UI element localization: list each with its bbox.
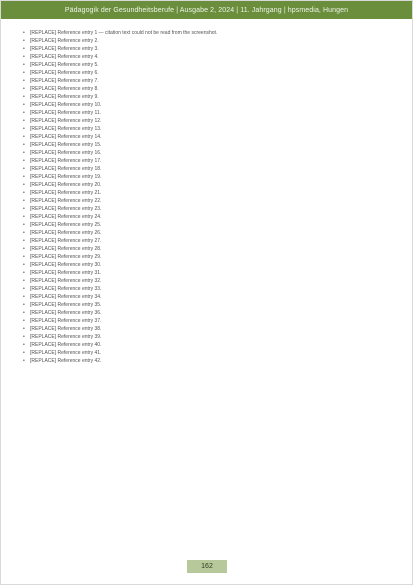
reference-text: [REPLACE] Reference entry 8.	[30, 86, 99, 92]
reference-text: [REPLACE] Reference entry 42.	[30, 358, 102, 364]
reference-entry	[23, 102, 391, 108]
bullet-icon: •	[23, 350, 25, 356]
reference-text: [REPLACE] Reference entry 23.	[30, 206, 102, 212]
bullet-icon: •	[23, 174, 25, 180]
reference-text: [REPLACE] Reference entry 11.	[30, 110, 102, 116]
reference-entry	[23, 38, 391, 44]
reference-entry	[23, 238, 391, 244]
bullet-icon: •	[23, 230, 25, 236]
bullet-icon: •	[23, 294, 25, 300]
reference-text: [REPLACE] Reference entry 41.	[30, 350, 102, 356]
bullet-icon: •	[23, 238, 25, 244]
reference-entry	[23, 318, 391, 324]
reference-text: [REPLACE] Reference entry 20.	[30, 182, 102, 188]
reference-text: [REPLACE] Reference entry 32.	[30, 278, 102, 284]
reference-text: [REPLACE] Reference entry 17.	[30, 158, 102, 164]
reference-text: [REPLACE] Reference entry 18.	[30, 166, 102, 172]
bullet-icon: •	[23, 286, 25, 292]
bullet-icon: •	[23, 214, 25, 220]
reference-text: [REPLACE] Reference entry 5.	[30, 62, 99, 68]
bullet-icon: •	[23, 126, 25, 132]
reference-text: [REPLACE] Reference entry 19.	[30, 174, 102, 180]
reference-text: [REPLACE] Reference entry 6.	[30, 70, 99, 76]
reference-text: [REPLACE] Reference entry 3.	[30, 46, 99, 52]
bullet-icon: •	[23, 158, 25, 164]
reference-entry	[23, 262, 391, 268]
bullet-icon: •	[23, 78, 25, 84]
reference-text: [REPLACE] Reference entry 38.	[30, 326, 102, 332]
reference-entry	[23, 198, 391, 204]
bullet-icon: •	[23, 190, 25, 196]
bullet-icon: •	[23, 150, 25, 156]
reference-entry	[23, 86, 391, 92]
bullet-icon: •	[23, 198, 25, 204]
reference-entry	[23, 302, 391, 308]
reference-text: [REPLACE] Reference entry 9.	[30, 94, 99, 100]
bullet-icon: •	[23, 38, 25, 44]
bullet-icon: •	[23, 358, 25, 364]
reference-entry	[23, 294, 391, 300]
reference-text: [REPLACE] Reference entry 16.	[30, 150, 102, 156]
reference-text: [REPLACE] Reference entry 25.	[30, 222, 102, 228]
bullet-icon: •	[23, 326, 25, 332]
reference-text: [REPLACE] Reference entry 34.	[30, 294, 102, 300]
reference-text: [REPLACE] Reference entry 28.	[30, 246, 102, 252]
bullet-icon: •	[23, 94, 25, 100]
running-header	[1, 1, 412, 19]
reference-entry	[23, 126, 391, 132]
reference-text: [REPLACE] Reference entry 37.	[30, 318, 102, 324]
reference-text: [REPLACE] Reference entry 39.	[30, 334, 102, 340]
reference-entry	[23, 350, 391, 356]
reference-text: [REPLACE] Reference entry 29.	[30, 254, 102, 260]
reference-entry	[23, 142, 391, 148]
reference-entry	[23, 254, 391, 260]
bullet-icon: •	[23, 342, 25, 348]
bullet-icon: •	[23, 142, 25, 148]
bullet-icon: •	[23, 110, 25, 116]
reference-entry	[23, 158, 391, 164]
reference-entry	[23, 118, 391, 124]
bullet-icon: •	[23, 334, 25, 340]
reference-entry	[23, 214, 391, 220]
reference-text: [REPLACE] Reference entry 36.	[30, 310, 102, 316]
reference-entry	[23, 270, 391, 276]
reference-text: [REPLACE] Reference entry 21.	[30, 190, 102, 196]
bullet-icon: •	[23, 166, 25, 172]
reference-entry	[23, 134, 391, 140]
bullet-icon: •	[23, 30, 25, 36]
reference-text: [REPLACE] Reference entry 22.	[30, 198, 102, 204]
running-header-text: Pädagogik der Gesundheitsberufe | Ausgabe 2, 2024 | 11. Jahrgang | hpsmedia, Hungen	[64, 6, 349, 14]
reference-entry	[23, 358, 391, 364]
reference-text: [REPLACE] Reference entry 14.	[30, 134, 102, 140]
reference-entry	[23, 190, 391, 196]
bullet-icon: •	[23, 254, 25, 260]
bullet-icon: •	[23, 302, 25, 308]
reference-entry	[23, 54, 391, 60]
bullet-icon: •	[23, 102, 25, 108]
bullet-icon: •	[23, 182, 25, 188]
reference-entry	[23, 286, 391, 292]
reference-entry	[23, 78, 391, 84]
reference-entry	[23, 70, 391, 76]
bullet-icon: •	[23, 86, 25, 92]
reference-entry	[23, 326, 391, 332]
reference-entry	[23, 30, 391, 36]
reference-entry	[23, 278, 391, 284]
bullet-icon: •	[23, 318, 25, 324]
bullet-icon: •	[23, 246, 25, 252]
reference-text: [REPLACE] Reference entry 4.	[30, 54, 99, 60]
bullet-icon: •	[23, 310, 25, 316]
reference-entry	[23, 150, 391, 156]
reference-list	[23, 30, 391, 550]
reference-entry	[23, 334, 391, 340]
bullet-icon: •	[23, 270, 25, 276]
reference-text: [REPLACE] Reference entry 2.	[30, 38, 99, 44]
reference-text: [REPLACE] Reference entry 35.	[30, 302, 102, 308]
reference-text: [REPLACE] Reference entry 7.	[30, 78, 99, 84]
bullet-icon: •	[23, 278, 25, 284]
reference-text: [REPLACE] Reference entry 1 — citation text could not be read from the screenshot.	[30, 30, 218, 36]
bullet-icon: •	[23, 262, 25, 268]
reference-entry	[23, 46, 391, 52]
reference-text: [REPLACE] Reference entry 30.	[30, 262, 102, 268]
reference-text: [REPLACE] Reference entry 40.	[30, 342, 102, 348]
reference-text: [REPLACE] Reference entry 10.	[30, 102, 102, 108]
reference-text: [REPLACE] Reference entry 24.	[30, 214, 102, 220]
bullet-icon: •	[23, 54, 25, 60]
bullet-icon: •	[23, 118, 25, 124]
reference-entry	[23, 174, 391, 180]
reference-text: [REPLACE] Reference entry 33.	[30, 286, 102, 292]
bullet-icon: •	[23, 134, 25, 140]
reference-text: [REPLACE] Reference entry 12.	[30, 118, 102, 124]
reference-entry	[23, 310, 391, 316]
reference-entry	[23, 206, 391, 212]
reference-entry	[23, 94, 391, 100]
bullet-icon: •	[23, 70, 25, 76]
reference-entry	[23, 166, 391, 172]
reference-text: [REPLACE] Reference entry 15.	[30, 142, 102, 148]
reference-text: [REPLACE] Reference entry 27.	[30, 238, 102, 244]
reference-text: [REPLACE] Reference entry 31.	[30, 270, 102, 276]
bullet-icon: •	[23, 62, 25, 68]
reference-entry	[23, 62, 391, 68]
bullet-icon: •	[23, 206, 25, 212]
reference-entry	[23, 246, 391, 252]
reference-entry	[23, 230, 391, 236]
bullet-icon: •	[23, 46, 25, 52]
reference-entry	[23, 222, 391, 228]
page-number-badge	[187, 560, 227, 573]
reference-text: [REPLACE] Reference entry 13.	[30, 126, 102, 132]
reference-entry	[23, 342, 391, 348]
reference-text: [REPLACE] Reference entry 26.	[30, 230, 102, 236]
page-number: 162	[201, 563, 213, 570]
reference-entry	[23, 182, 391, 188]
reference-entry	[23, 110, 391, 116]
bullet-icon: •	[23, 222, 25, 228]
